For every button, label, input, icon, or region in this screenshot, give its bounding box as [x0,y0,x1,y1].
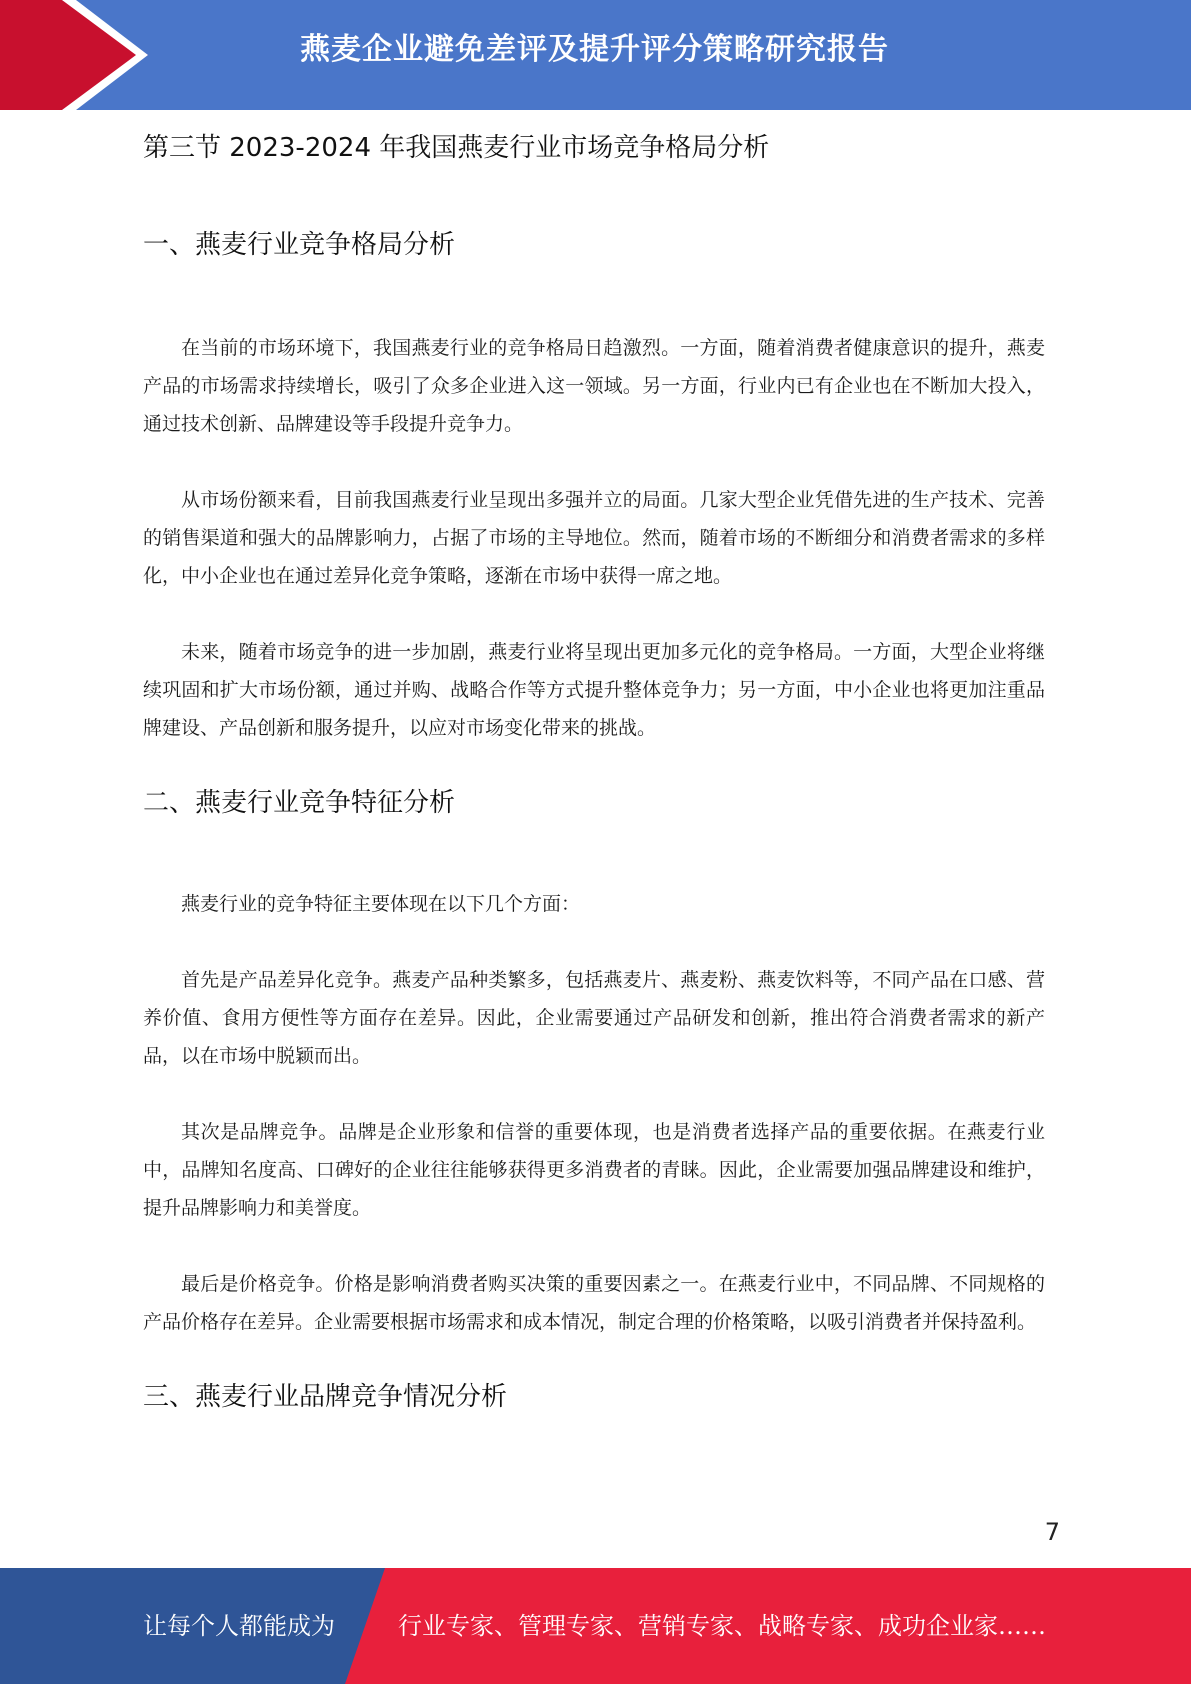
paragraph: 燕麦行业的竞争特征主要体现在以下几个方面： [181,893,581,915]
paragraph: 其次是品牌竞争。品牌是企业形象和信誉的重要体现，也是消费者选择产品的重要依据。在燕麦行业中，品牌知名度高、口碑好的企业往往能够获得更多消费者的青睐。因此，企业需要加强品牌建设和维护，提升品牌影响力和美誉度。 [143,1121,1045,1219]
footer-slogan-right: 行业专家、管理专家、营销专家、战略专家、成功企业家…… [398,1612,1046,1640]
subsection-heading-3: 三、燕麦行业品牌竞争情况分析 [143,1382,508,1412]
report-title: 燕麦企业避免差评及提升评分策略研究报告 [300,32,889,67]
section-title: 第三节 2023-2024 年我国燕麦行业市场竞争格局分析 [143,133,770,163]
page-header [0,0,1191,110]
subsection-heading-2: 二、燕麦行业竞争特征分析 [143,788,456,818]
paragraph: 最后是价格竞争。价格是影响消费者购买决策的重要因素之一。在燕麦行业中，不同品牌、不同规格的产品价格存在差异。企业需要根据市场需求和成本情况，制定合理的价格策略，以吸引消费者并保持盈利。 [143,1273,1045,1333]
page-footer [0,1568,1191,1684]
paragraph: 首先是产品差异化竞争。燕麦产品种类繁多，包括燕麦片、燕麦粉、燕麦饮料等，不同产品在口感、营养价值、食用方便性等方面存在差异。因此，企业需要通过产品研发和创新，推出符合消费者需求的新产品，以在市场中脱颖而出。 [143,969,1045,1067]
subsection-heading-1: 一、燕麦行业竞争格局分析 [143,230,456,260]
page-content [143,128,1045,1417]
paragraph: 从市场份额来看，目前我国燕麦行业呈现出多强并立的局面。几家大型企业凭借先进的生产技术、完善的销售渠道和强大的品牌影响力，占据了市场的主导地位。然而，随着市场的不断细分和消费者需求的多样化，中小企业也在通过差异化竞争策略，逐渐在市场中获得一席之地。 [143,489,1045,587]
paragraph: 在当前的市场环境下，我国燕麦行业的竞争格局日趋激烈。一方面，随着消费者健康意识的提升，燕麦产品的市场需求持续增长，吸引了众多企业进入这一领域。另一方面，行业内已有企业也在不断加大投入，通过技术创新、品牌建设等手段提升竞争力。 [143,337,1045,435]
footer-slogan-left: 让每个人都能成为 [143,1612,335,1640]
page-number: 7 [1044,1518,1060,1546]
paragraph: 未来，随着市场竞争的进一步加剧，燕麦行业将呈现出更加多元化的竞争格局。一方面，大型企业将继续巩固和扩大市场份额，通过并购、战略合作等方式提升整体竞争力；另一方面，中小企业也将更加注重品牌建设、产品创新和服务提升，以应对市场变化带来的挑战。 [143,641,1045,739]
